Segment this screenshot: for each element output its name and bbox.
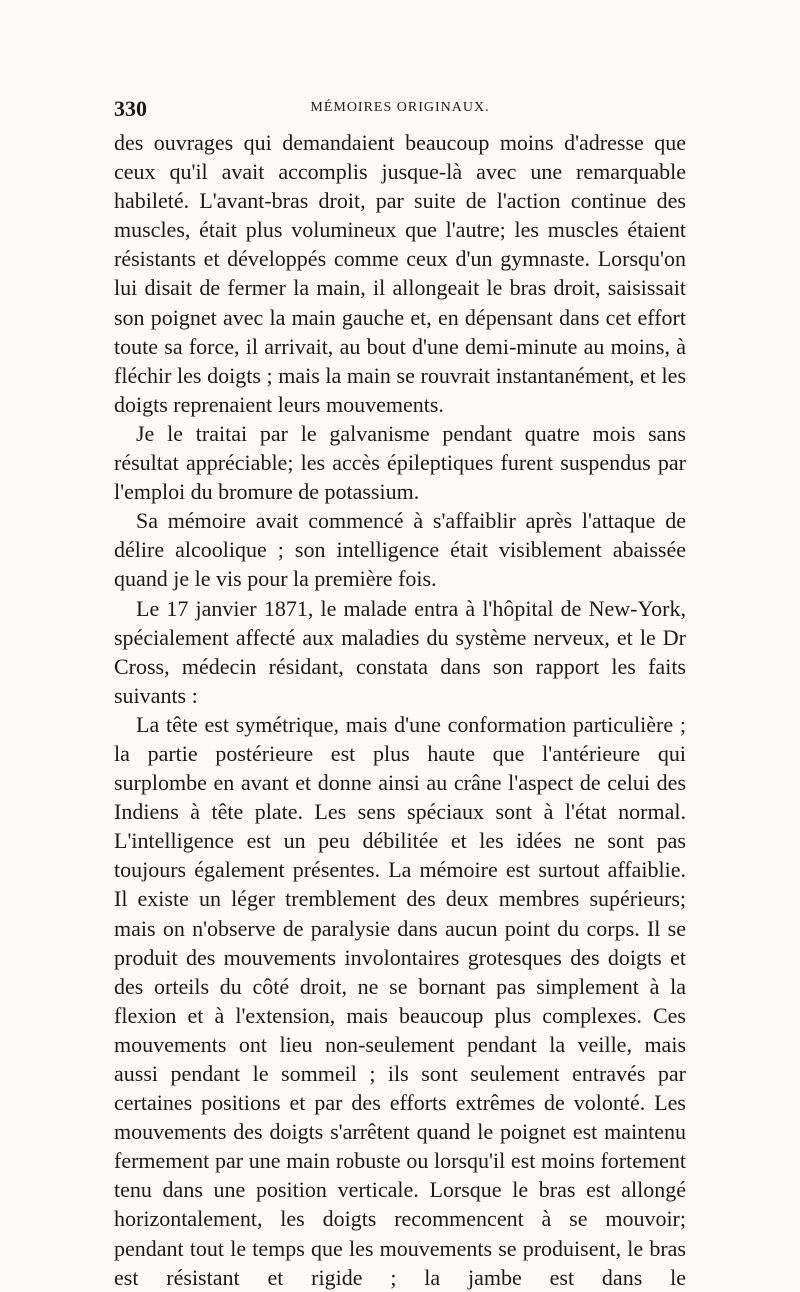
page-number: 330 <box>114 96 147 121</box>
paragraph-galvanism: Je le traitai par le galvanisme pendant quatre mois sans résultat appréciable; les accès épileptiques furent suspendus par l'emploi du bromure de potassium. <box>114 420 686 505</box>
body-text <box>114 128 686 1292</box>
paragraph-hospital-admission: Le 17 janvier 1871, le malade entra à l'hôpital de New-York, spécialement affecté aux maladies du système nerveux, et le Dr Cross, médecin résidant, constata dans son rapport les faits suivants : <box>114 595 686 708</box>
paragraph-memory: Sa mémoire avait commencé à s'affaiblir après l'attaque de délire alcoolique ; son intelligence était visiblement abaissée quand je le vis pour la première fois. <box>114 508 686 592</box>
paragraph-examination: La tête est symétrique, mais d'une conformation particulière ; la partie postérieure est plus haute que l'antérieure qui surplombe en avant et donne ainsi au crâne l'aspect de celui des Indiens à tête plate. Les sens spéciaux sont à l'état normal. L'intelligence est un peu débilitée et les idées ne sont pas toujours également présentes. La mémoire est surtout affaiblie. Il existe un léger tremblement des deux membres supérieurs; mais on n'observe de paralysie dans aucun point du corps. Il se produit des mouvements involontaires grotesques des doigts et des orteils du côté droit, ne se bornant pas simplement à la flexion et à l'extension, mais beaucoup plus complexes. Ces mouvements ont lieu non-seulement pendant la veille, mais aussi pendant le sommeil ; ils sont seulement entravés par certaines positions et par des efforts extrêmes de volonté. Les mouvements des doigts s'arrêtent quand le poignet est maintenu fermement par une main robuste ou lorsqu'il est moins fortement tenu dans une position verticale. Lorsque le bras est allongé horizontalement, les doigts recommencent à se mouvoir; pendant tout le temps que les mouvements se produisent, le bras est résistant et rigide ; la jambe est dans le <box>114 711 686 1290</box>
page-header <box>114 96 686 126</box>
paragraph-continuation: des ouvrages qui demandaient beaucoup moins d'adresse que ceux qu'il avait accomplis jusque-là avec une remarquable habileté. L'avant-bras droit, par suite de l'action continue des muscles, était plus volumineux que l'autre; les muscles étaient résistants et développés comme ceux d'un gymnaste. Lorsqu'on lui disait de fermer la main, il allongeait le bras droit, saisissait son poignet avec la main gauche et, en dépensant dans cet effort toute sa force, il arrivait, au bout d'une demi-minute au moins, à fléchir les doigts ; mais la main se rouvrait instantanément, et les doigts reprenaient leurs mouvements. <box>114 130 686 417</box>
running-title: MÉMOIRES ORIGINAUX. <box>310 100 490 115</box>
